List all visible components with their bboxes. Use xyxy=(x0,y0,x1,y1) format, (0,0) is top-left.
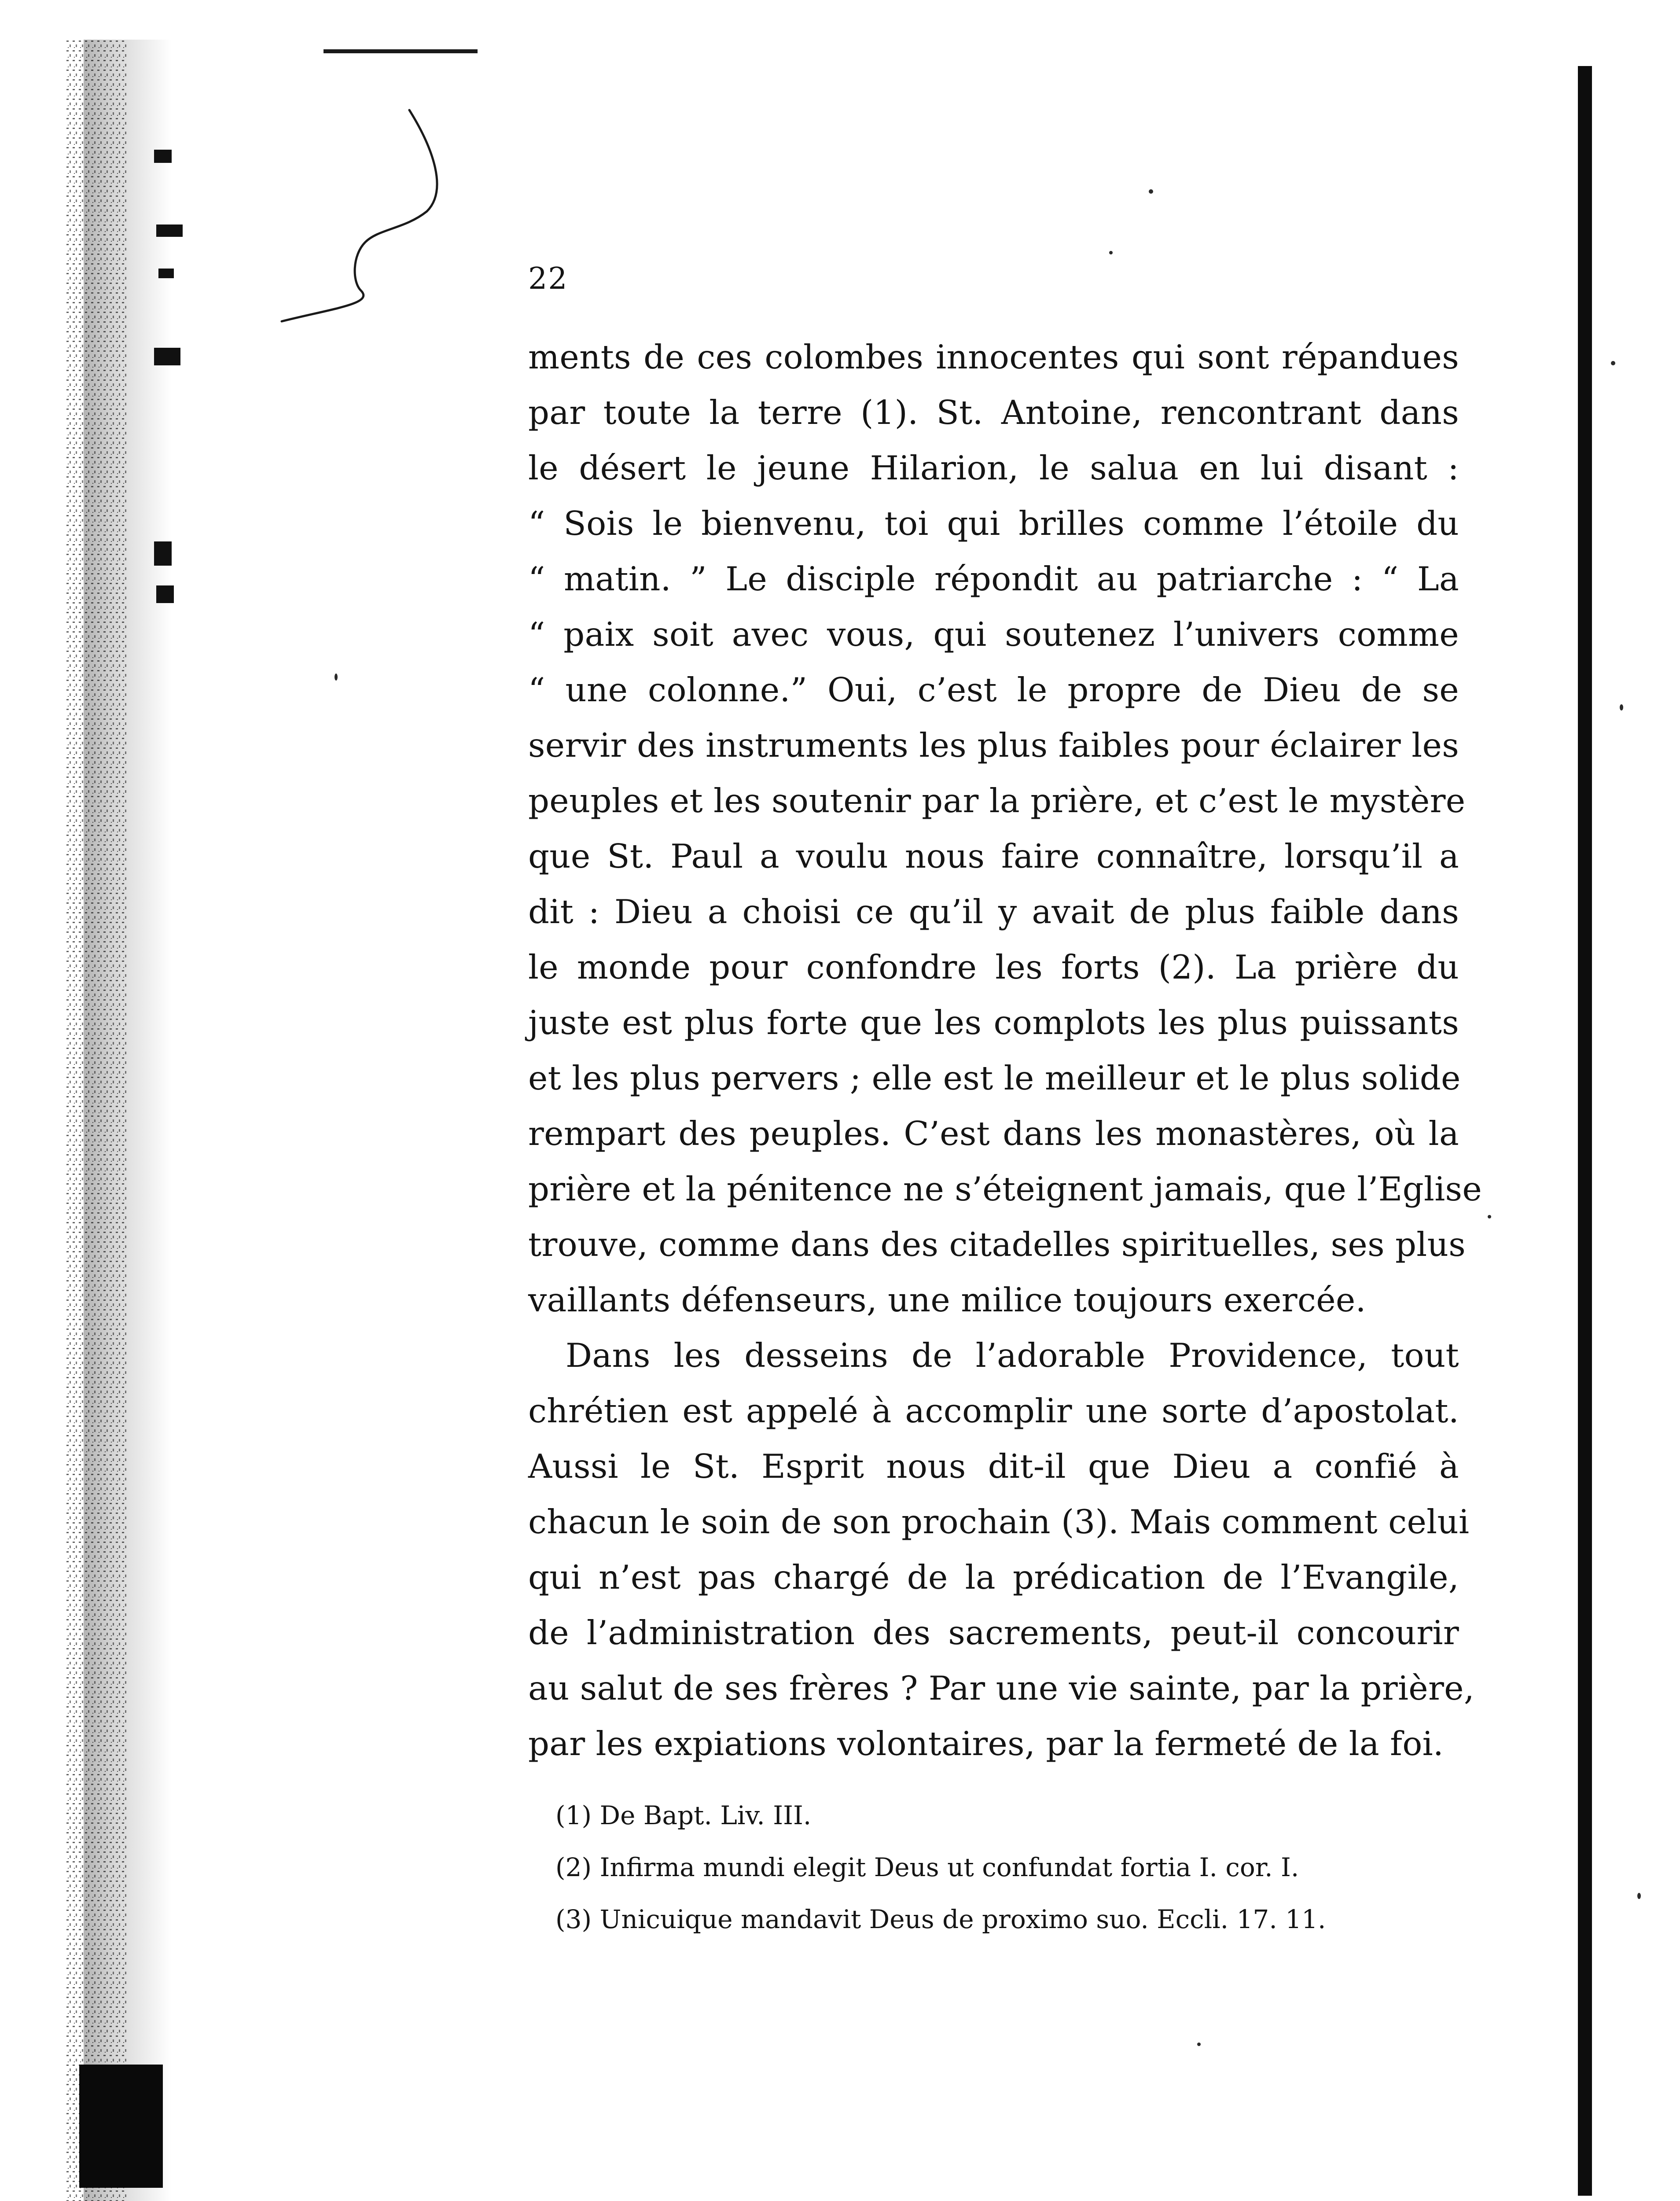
text-line: “ Sois le bienvenu, toi qui brilles comme l’étoile du xyxy=(528,504,1459,543)
scan-speck xyxy=(1637,1893,1641,1899)
text-line: qui n’est pas chargé de la prédication de l’Evangile, xyxy=(528,1558,1459,1597)
text-line: trouve, comme dans des citadelles spirituelles, ses plus xyxy=(528,1225,1466,1264)
scan-speck xyxy=(1620,704,1623,710)
text-line: par les expiations volontaires, par la fermeté de la foi. xyxy=(528,1724,1444,1763)
scan-speck xyxy=(1611,361,1615,365)
scan-right-border xyxy=(1578,66,1592,2196)
text-line: prière et la pénitence ne s’éteignent jamais, que l’Eglise xyxy=(528,1170,1482,1208)
text-line: “ matin. ” Le disciple répondit au patriarche : “ La xyxy=(528,559,1459,598)
pencil-mark xyxy=(264,97,449,326)
text-line: dit : Dieu a choisi ce qu’il y avait de plus faible dans xyxy=(528,892,1459,931)
footnote: (1) De Bapt. Liv. III. xyxy=(555,1800,812,1830)
footnote: (3) Unicuique mandavit Deus de proximo suo. Eccli. 17. 11. xyxy=(555,1904,1326,1934)
text-line: chacun le soin de son prochain (3). Mais comment celui xyxy=(528,1502,1470,1541)
text-line: par toute la terre (1). St. Antoine, rencontrant dans xyxy=(528,393,1459,432)
text-line: “ une colonne.” Oui, c’est le propre de Dieu de se xyxy=(528,670,1459,709)
text-line: et les plus pervers ; elle est le meilleur et le plus solide xyxy=(528,1059,1461,1097)
scan-speck xyxy=(1149,189,1153,194)
scan-speck xyxy=(335,674,338,681)
text-line: le monde pour confondre les forts (2). La prière du xyxy=(528,948,1459,986)
text-line: vaillants défenseurs, une milice toujours exercée. xyxy=(528,1281,1366,1319)
text-line: chrétien est appelé à accomplir une sorte d’apostolat. xyxy=(528,1391,1459,1430)
scan-top-rule xyxy=(324,49,478,53)
scan-speck xyxy=(1488,1215,1491,1218)
text-line: Aussi le St. Esprit nous dit-il que Dieu a confié à xyxy=(528,1447,1459,1486)
text-line: servir des instruments les plus faibles pour éclairer les xyxy=(528,726,1459,765)
text-line: Dans les desseins de l’adorable Providence, tout xyxy=(566,1336,1459,1375)
text-line: au salut de ses frères ? Par une vie sainte, par la prière, xyxy=(528,1669,1474,1708)
text-line: rempart des peuples. C’est dans les monastères, où la xyxy=(528,1114,1459,1153)
scan-speck xyxy=(1197,2043,1201,2046)
text-line: que St. Paul a voulu nous faire connaître, lorsqu’il a xyxy=(528,837,1459,876)
footnotes xyxy=(555,1789,1436,1945)
text-line: ments de ces colombes innocentes qui sont répandues xyxy=(528,338,1459,376)
text-line: le désert le jeune Hilarion, le salua en lui disant : xyxy=(528,449,1459,487)
text-line: juste est plus forte que les complots les plus puissants xyxy=(528,1003,1459,1042)
text-line: de l’administration des sacrements, peut-il concourir xyxy=(528,1613,1459,1652)
scan-speck xyxy=(1109,251,1113,254)
page-number: 22 xyxy=(528,261,568,296)
footnote: (2) Infirma mundi elegit Deus ut confundat fortia I. cor. I. xyxy=(555,1852,1299,1882)
binding-edge-shadow xyxy=(66,40,207,2201)
body-text xyxy=(528,329,1482,1771)
text-line: “ paix soit avec vous, qui soutenez l’univers comme xyxy=(528,615,1459,654)
text-line: peuples et les soutenir par la prière, et c’est le mystère xyxy=(528,781,1466,820)
